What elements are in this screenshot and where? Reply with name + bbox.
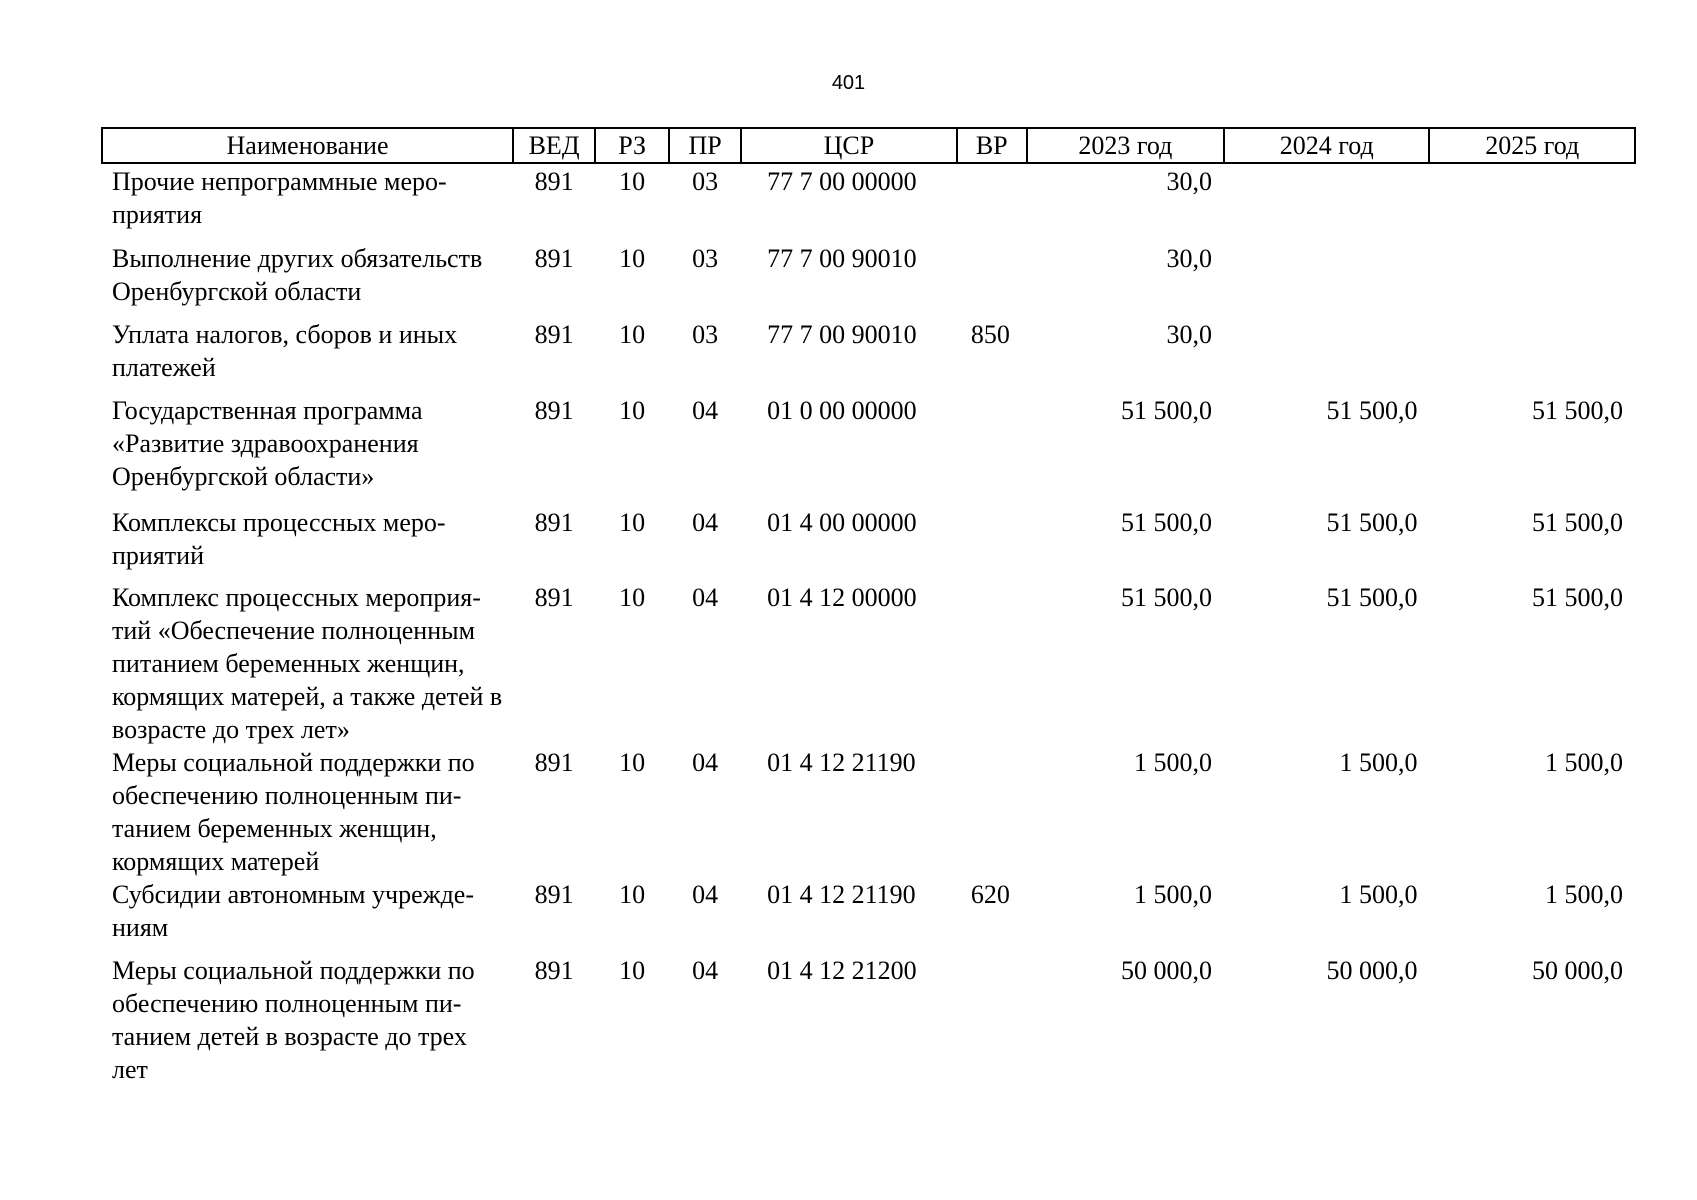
row-vr [957, 581, 1027, 746]
row-2023: 51 500,0 [1120, 583, 1212, 612]
row-2023: 30,0 [1166, 320, 1212, 349]
row-rz: 10 [619, 167, 646, 196]
row-2025 [1429, 242, 1635, 318]
table-header-row [102, 128, 1635, 163]
row-ved: 891 [534, 396, 574, 425]
row-rz: 10 [619, 956, 646, 985]
row-ved: 891 [534, 880, 574, 909]
row-rz: 10 [619, 583, 646, 612]
page-number: 401 [831, 72, 866, 94]
row-2025: 51 500,0 [1532, 583, 1623, 612]
row-ved: 891 [534, 244, 574, 273]
row-ved: 891 [534, 583, 574, 612]
row-pr: 03 [692, 167, 719, 196]
row-2023: 30,0 [1166, 244, 1212, 273]
row-vr: 620 [970, 880, 1010, 909]
table-row [102, 394, 1635, 506]
row-2025 [1429, 163, 1635, 242]
header-csr: ЦСР [741, 128, 957, 163]
row-name: Субсидии автономным учрежде-ниям [112, 880, 474, 942]
row-2023: 30,0 [1166, 167, 1212, 196]
header-pr: ПР [669, 128, 741, 163]
header-vr: ВР [957, 128, 1027, 163]
table-row [102, 163, 1635, 242]
row-name: Комплексы процессных меро-приятий [112, 508, 446, 570]
row-2025: 51 500,0 [1532, 396, 1623, 425]
row-2024: 50 000,0 [1326, 956, 1418, 985]
row-csr: 01 4 00 00000 [767, 508, 917, 537]
row-name: Выполнение других обязательств Оренбургской области [112, 244, 483, 306]
row-rz: 10 [619, 880, 646, 909]
row-rz: 10 [619, 508, 646, 537]
header-ved: ВЕД [513, 128, 595, 163]
row-2024 [1224, 163, 1429, 242]
row-pr: 04 [692, 396, 719, 425]
table-row [102, 242, 1635, 318]
row-vr [957, 163, 1027, 242]
row-name: Комплекс процессных мероприя-тий «Обеспечение полноценным питанием беременных женщин, кормящих матерей, а также детей в возрасте до трех лет» [112, 583, 503, 744]
row-2024: 51 500,0 [1326, 508, 1418, 537]
table-row [102, 878, 1635, 954]
row-csr: 01 4 12 21200 [767, 956, 917, 985]
row-2023: 51 500,0 [1120, 396, 1212, 425]
row-vr [957, 746, 1027, 878]
row-pr: 04 [692, 583, 719, 612]
table-row [102, 506, 1635, 581]
row-2025: 50 000,0 [1532, 956, 1623, 985]
row-name: Меры социальной поддержки по обеспечению полноценным пи-танием детей в возрасте до трех лет [112, 956, 475, 1084]
row-csr: 01 4 12 00000 [767, 583, 917, 612]
row-2024 [1224, 318, 1429, 394]
row-rz: 10 [619, 748, 646, 777]
header-2023: 2023 год [1027, 128, 1224, 163]
budget-table [101, 127, 1636, 1086]
row-2025: 51 500,0 [1532, 508, 1623, 537]
row-csr: 01 0 00 00000 [767, 396, 917, 425]
row-vr [957, 954, 1027, 1086]
row-csr: 77 7 00 90010 [767, 244, 917, 273]
row-ved: 891 [534, 748, 574, 777]
row-2025: 1 500,0 [1545, 748, 1623, 777]
row-ved: 891 [534, 320, 574, 349]
row-name: Прочие непрограммные меро-приятия [112, 167, 447, 229]
row-2023: 50 000,0 [1120, 956, 1212, 985]
row-pr: 03 [692, 320, 719, 349]
header-2024: 2024 год [1224, 128, 1429, 163]
row-ved: 891 [534, 508, 574, 537]
row-ved: 891 [534, 167, 574, 196]
row-name: Меры социальной поддержки по обеспечению полноценным пи-танием беременных женщин, кормящих матерей [112, 748, 475, 876]
row-pr: 04 [692, 880, 719, 909]
header-rz: РЗ [595, 128, 669, 163]
row-2024: 51 500,0 [1326, 583, 1418, 612]
row-2024: 51 500,0 [1326, 396, 1418, 425]
row-csr: 01 4 12 21190 [767, 880, 916, 909]
row-vr [957, 242, 1027, 318]
row-rz: 10 [619, 320, 646, 349]
row-pr: 03 [692, 244, 719, 273]
row-ved: 891 [534, 956, 574, 985]
row-csr: 01 4 12 21190 [767, 748, 916, 777]
header-name: Наименование [102, 128, 513, 163]
table-row [102, 954, 1635, 1086]
row-2023: 1 500,0 [1133, 880, 1212, 909]
table-row [102, 746, 1635, 878]
row-vr [957, 506, 1027, 581]
row-2024 [1224, 242, 1429, 318]
row-vr: 850 [970, 320, 1010, 349]
row-rz: 10 [619, 244, 646, 273]
row-vr [957, 394, 1027, 506]
table-row [102, 581, 1635, 746]
row-rz: 10 [619, 396, 646, 425]
row-2023: 51 500,0 [1120, 508, 1212, 537]
row-pr: 04 [692, 748, 719, 777]
row-name: Государственная программа «Развитие здравоохранения Оренбургской области» [112, 396, 423, 491]
row-2025 [1429, 318, 1635, 394]
row-pr: 04 [692, 956, 719, 985]
row-csr: 77 7 00 90010 [767, 320, 917, 349]
header-2025: 2025 год [1429, 128, 1635, 163]
table-row [102, 318, 1635, 394]
row-name: Уплата налогов, сборов и иных платежей [112, 320, 458, 382]
row-2025: 1 500,0 [1545, 880, 1623, 909]
row-csr: 77 7 00 00000 [767, 167, 917, 196]
row-2024: 1 500,0 [1339, 748, 1418, 777]
row-2023: 1 500,0 [1133, 748, 1212, 777]
row-2024: 1 500,0 [1339, 880, 1418, 909]
row-pr: 04 [692, 508, 719, 537]
